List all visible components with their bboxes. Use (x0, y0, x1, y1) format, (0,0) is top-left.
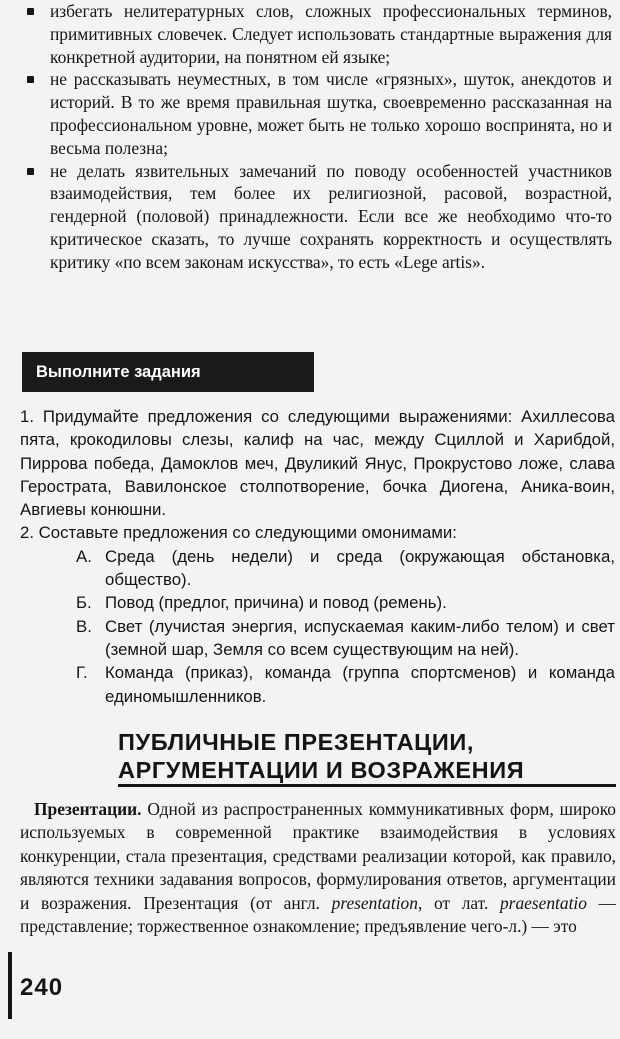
section-title (118, 728, 616, 784)
paragraph-lead: Презентации. (34, 799, 142, 819)
section-title-rule (118, 784, 616, 787)
section-title-line-1: ПУБЛИЧНЫЕ ПРЕЗЕНТАЦИИ, (118, 729, 475, 755)
item-text: Команда (приказ), команда (группа спортсменов) и команда единомышленников. (105, 663, 615, 706)
latin-term: praesentatio (499, 892, 587, 913)
list-item (76, 661, 615, 708)
paragraph-text: Одной из распространенных коммуникативных форм, широко используемых в современной практике взаимодействия в условиях конкуренции, стала презентация, средствами реализации которой, как правило, являются техники задавания вопросов, формулирования ответов, аргументации и возражения. Презентация (от англ. (20, 799, 616, 913)
bullet-item (22, 0, 612, 68)
bullet-item (22, 68, 612, 159)
homonym-list (76, 545, 615, 708)
item-letter: Г. (76, 663, 88, 683)
item-letter: Б. (76, 593, 92, 613)
item-text: Свет (лучистая энергия, испускаемая каким-либо телом) и свет (земной шар, Земля со всем существующим на ней). (105, 616, 615, 659)
tasks-heading: Выполните задания (36, 363, 201, 381)
list-item (76, 591, 615, 614)
bullet-text: не рассказывать неуместных, в том числе «грязных», шуток, анекдотов и историй. В то же время правильная шутка, своевременно рассказанная на профессиональном уровне, может быть не только хорошо воспринята, но и весьма полезна; (50, 69, 612, 158)
bullet-list (22, 0, 612, 274)
list-item (76, 545, 615, 592)
bullet-text: избегать нелитературных слов, сложных профессиональных терминов, примитивных словечек. Следует использовать стандартные выражения для конкретной аудитории, на понятном ей языке; (50, 1, 612, 67)
bullet-item (22, 160, 612, 274)
bullet-marker-icon (27, 8, 34, 15)
item-letter: В. (76, 616, 92, 636)
task-2: 2. Составьте предложения со следующими омонимами: (20, 523, 457, 543)
bullet-marker-icon (27, 168, 34, 175)
task-1: 1. Придумайте предложения со следующими выражениями: Ахиллесова пята, крокодиловы слезы, калиф на час, между Сциллой и Харибдой, Пиррова победа, Дамоклов меч, Двуликий Янус, Прокрустово ложе, слава Герострата, Вавилонское столпотворение, бочка Диогена, Аника-воин, Авгиевы конюшни. (20, 407, 615, 520)
list-item (76, 615, 615, 662)
page-number: 240 (20, 974, 64, 1001)
bullet-text: не делать язвительных замечаний по поводу особенностей участников взаимодействия, тем более их религиозной, расовой, возрастной, гендерной (половой) принадлежности. Если все же необходимо что-то критическое сказать, то лучше сохранять корректность и осуществлять критику «по всем законам искусства», то есть «Lege artis». (50, 160, 612, 272)
margin-bar (8, 952, 12, 1019)
tasks-heading-banner (22, 352, 314, 392)
bullet-marker-icon (27, 76, 34, 83)
paragraph-text: — представление; торжественное ознакомление; предъявление чего-л.) — это (20, 892, 617, 937)
item-letter: А. (76, 546, 92, 566)
paragraph-text: , от лат. (417, 892, 500, 913)
section-title-line-2: АРГУМЕНТАЦИИ И ВОЗРАЖЕНИЯ (118, 757, 525, 783)
body-paragraph (20, 798, 616, 938)
english-term: presentation (331, 892, 418, 913)
item-text: Среда (день недели) и среда (окружающая обстановка, общество). (105, 546, 615, 590)
item-text: Повод (предлог, причина) и повод (ремень). (105, 593, 447, 613)
tasks-list (20, 405, 615, 708)
